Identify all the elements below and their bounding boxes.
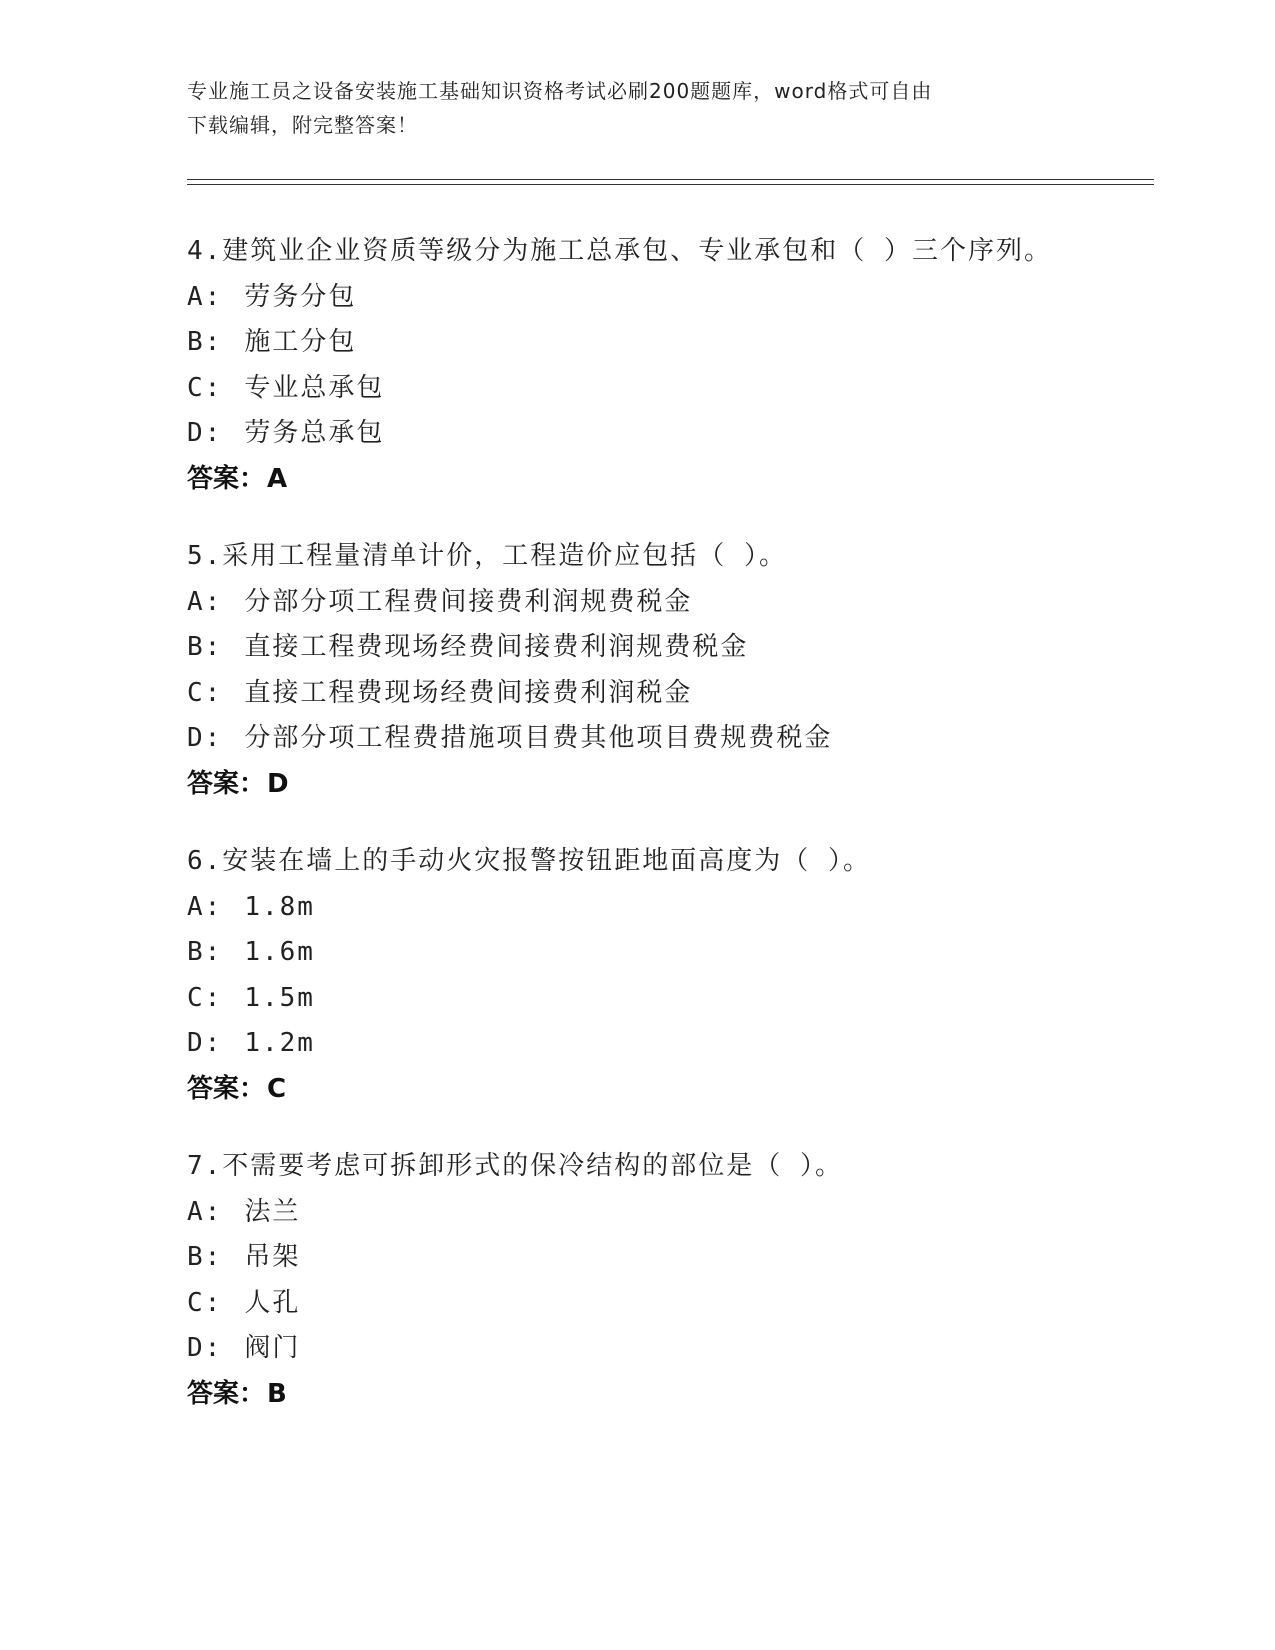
- option-d: [187, 411, 1147, 457]
- option-letter: B:: [187, 937, 223, 967]
- question-block: [187, 839, 1147, 1112]
- option-a: [187, 580, 1147, 626]
- option-c: [187, 366, 1147, 412]
- answer-label: 答案：: [187, 1378, 266, 1409]
- option-letter: D:: [187, 1333, 223, 1363]
- answer-line: [187, 457, 1147, 503]
- question-stem: 6.安装在墙上的手动火灾报警按钮距地面高度为（ ）。: [187, 846, 871, 876]
- question-stem: 4.建筑业企业资质等级分为施工总承包、专业承包和（ ）三个序列。: [187, 236, 1052, 266]
- answer-value: B: [267, 1378, 287, 1409]
- option-text: 直接工程费现场经费间接费利润规费税金: [244, 632, 749, 662]
- answer-line: [187, 762, 1147, 808]
- option-b: [187, 320, 1147, 366]
- option-text: 法兰: [244, 1196, 301, 1227]
- option-d: [187, 716, 1147, 762]
- option-text: 劳务总承包: [244, 418, 385, 448]
- question-stem: 5.采用工程量清单计价，工程造价应包括（ ）。: [187, 541, 787, 571]
- option-letter: B:: [187, 632, 223, 662]
- option-a: [187, 1190, 1147, 1236]
- option-letter: D:: [187, 1028, 223, 1058]
- option-text: 阀门: [244, 1333, 301, 1363]
- document-header: [187, 74, 1067, 142]
- option-b: [187, 930, 1147, 976]
- option-text: 施工分包: [244, 327, 357, 357]
- header-line-2: 下载编辑，附完整答案！: [187, 113, 418, 137]
- answer-value: C: [267, 1073, 287, 1104]
- option-text: 人孔: [244, 1287, 301, 1318]
- option-c: [187, 671, 1147, 717]
- option-letter: C:: [187, 372, 223, 403]
- option-letter: B:: [187, 327, 223, 357]
- option-letter: D:: [187, 418, 223, 448]
- question-block: [187, 1144, 1147, 1417]
- option-a: [187, 885, 1147, 931]
- option-d: [187, 1326, 1147, 1372]
- answer-label: 答案：: [187, 1073, 266, 1104]
- option-text: 吊架: [244, 1242, 301, 1272]
- header-divider-bottom: [187, 184, 1154, 185]
- answer-line: [187, 1372, 1147, 1418]
- question-stem: 7.不需要考虑可拆卸形式的保冷结构的部位是（ ）。: [187, 1151, 843, 1181]
- option-letter: A:: [187, 891, 223, 922]
- option-letter: B:: [187, 1242, 223, 1272]
- option-text: 分部分项工程费措施项目费其他项目费规费税金: [244, 723, 833, 753]
- answer-label: 答案：: [187, 768, 266, 799]
- option-c: [187, 1281, 1147, 1327]
- question-block: [187, 534, 1147, 807]
- answer-value: D: [267, 768, 289, 799]
- option-letter: D:: [187, 723, 223, 753]
- option-text: 1.5m: [244, 982, 315, 1013]
- header-line-1: 专业施工员之设备安装施工基础知识资格考试必刷200题题库，word格式可自由: [187, 79, 933, 103]
- option-text: 1.8m: [244, 891, 315, 922]
- option-letter: A:: [187, 586, 223, 617]
- option-text: 直接工程费现场经费间接费利润税金: [244, 677, 693, 708]
- option-b: [187, 1235, 1147, 1281]
- header-divider-top: [187, 179, 1154, 180]
- option-letter: C:: [187, 677, 223, 708]
- option-b: [187, 625, 1147, 671]
- option-c: [187, 976, 1147, 1022]
- answer-line: [187, 1067, 1147, 1113]
- option-text: 劳务分包: [244, 281, 357, 312]
- option-text: 专业总承包: [244, 372, 385, 403]
- option-text: 1.2m: [244, 1028, 315, 1058]
- answer-label: 答案：: [187, 463, 266, 494]
- question-block: [187, 229, 1147, 502]
- option-letter: C:: [187, 1287, 223, 1318]
- option-text: 1.6m: [244, 937, 315, 967]
- option-letter: C:: [187, 982, 223, 1013]
- option-letter: A:: [187, 1196, 223, 1227]
- answer-value: A: [267, 463, 288, 494]
- option-text: 分部分项工程费间接费利润规费税金: [244, 586, 693, 617]
- option-letter: A:: [187, 281, 223, 312]
- option-a: [187, 275, 1147, 321]
- option-d: [187, 1021, 1147, 1067]
